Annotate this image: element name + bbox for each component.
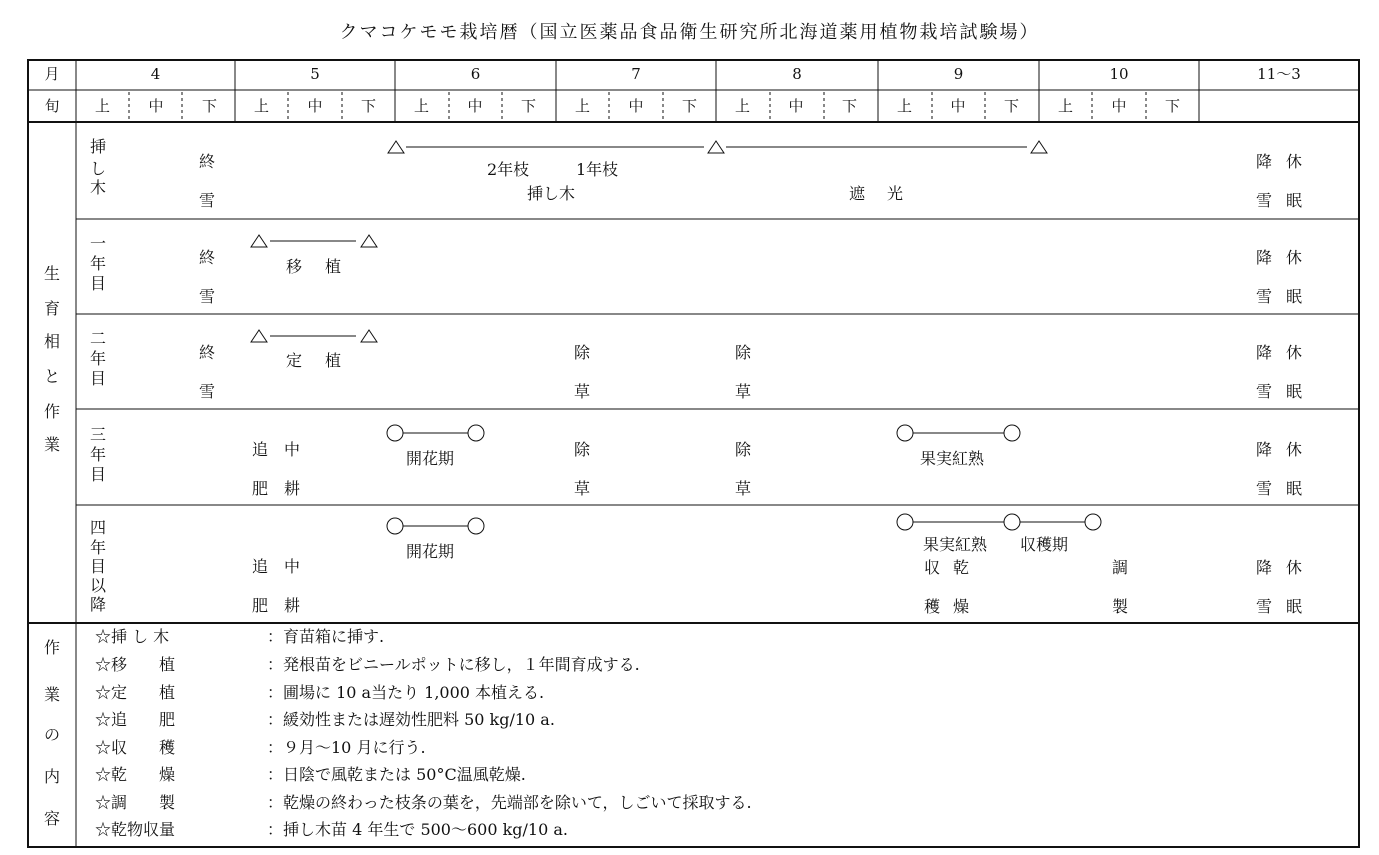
- month-label: 10: [1109, 65, 1129, 83]
- period-label: 中: [1111, 97, 1127, 115]
- flowering-label: 開花期: [406, 449, 455, 468]
- snowfall-label: 降: [1256, 558, 1273, 577]
- dormant-label: 眠: [1286, 597, 1303, 616]
- side-label: 作: [44, 638, 61, 657]
- tillage-label: 中: [284, 440, 301, 459]
- drying-label: 燥: [953, 597, 970, 616]
- snowfall-label: 雪: [1256, 479, 1273, 498]
- snowfall-label: 雪: [1256, 597, 1273, 616]
- fertilize-label: 肥: [252, 479, 269, 498]
- row-label: 以: [90, 576, 107, 595]
- side-label: 作: [44, 402, 61, 421]
- work-note: [95, 685, 544, 701]
- ripening-label: 果実紅熟: [923, 535, 988, 554]
- month-label: 6: [470, 65, 481, 83]
- circle-marker: [897, 425, 913, 441]
- row-label: 目: [90, 465, 107, 484]
- circle-marker: [1085, 514, 1101, 530]
- snowfall-label: 雪: [1256, 191, 1273, 210]
- snowmelt-label: 雪: [199, 191, 216, 210]
- period-label: 中: [788, 97, 804, 115]
- row-label: 目: [90, 274, 107, 293]
- snowmelt-label: 雪: [199, 382, 216, 401]
- dormant-label: 眠: [1286, 287, 1303, 306]
- month-label: 7: [631, 65, 641, 83]
- period-label: 下: [1164, 97, 1180, 115]
- side-label: 生: [44, 264, 61, 283]
- row-label: 年: [90, 445, 107, 464]
- transplant-label: 植: [325, 257, 342, 276]
- snowfall-label: 降: [1256, 343, 1273, 362]
- period-label: 上: [1057, 97, 1073, 115]
- dormant-label: 休: [1286, 152, 1303, 171]
- weeding-label: 草: [735, 382, 752, 401]
- period-label: 上: [94, 97, 110, 115]
- row-label: 三: [90, 425, 107, 444]
- cutting-label: 挿し木: [527, 184, 576, 203]
- triangle-marker: [1031, 141, 1047, 153]
- month-label: 9: [953, 65, 964, 83]
- fertilize-label: 追: [252, 440, 269, 459]
- triangle-marker: [251, 235, 267, 247]
- period-label: 中: [628, 97, 644, 115]
- circle-marker: [468, 425, 484, 441]
- note-key: ☆追 肥: [95, 710, 176, 729]
- weeding-label: 除: [735, 440, 752, 459]
- period-label: 中: [467, 97, 483, 115]
- dormant-label: 休: [1286, 248, 1303, 267]
- shade-label: 光: [887, 184, 904, 203]
- triangle-marker: [388, 141, 404, 153]
- side-label: の: [44, 725, 61, 744]
- circle-marker: [387, 518, 403, 534]
- period-label: 下: [1003, 97, 1019, 115]
- period-label: 上: [896, 97, 912, 115]
- month-label: 11～3: [1257, 65, 1301, 83]
- planting-label: 定: [286, 351, 303, 370]
- row-label: 年: [90, 538, 107, 557]
- planting-label: 植: [325, 351, 342, 370]
- period-label: 上: [574, 97, 590, 115]
- preparation-label: 調: [1112, 558, 1129, 577]
- weeding-label: 草: [735, 479, 752, 498]
- dormant-label: 眠: [1286, 382, 1303, 401]
- circle-marker: [468, 518, 484, 534]
- weeding-label: 草: [574, 382, 591, 401]
- month-header-label: 月: [44, 65, 60, 83]
- triangle-marker: [361, 235, 377, 247]
- snowmelt-label: 終: [199, 152, 216, 171]
- shade-label: 遮: [849, 184, 866, 203]
- work-note: [95, 795, 752, 811]
- work-note: [95, 740, 426, 756]
- dormant-label: 休: [1286, 558, 1303, 577]
- note-text: ：圃場に 10 a当たり 1,000 本植える.: [267, 683, 545, 702]
- row-label: 目: [90, 369, 107, 388]
- snowfall-label: 雪: [1256, 382, 1273, 401]
- period-label: 上: [413, 97, 429, 115]
- row-label: 年: [90, 254, 107, 273]
- circle-marker: [387, 425, 403, 441]
- period-label: 上: [734, 97, 750, 115]
- side-label: と: [44, 367, 61, 386]
- note-text: ：発根苗をビニールポットに移し，１年間育成する.: [267, 655, 640, 674]
- harvest-period-label: 収穫期: [1020, 535, 1069, 554]
- row-label: 二: [90, 329, 107, 348]
- note-text: ：挿し木苗 4 年生で 500～600 kg/10 a.: [267, 820, 569, 839]
- drying-label: 乾: [953, 558, 970, 577]
- row-label: 四: [90, 518, 107, 537]
- row-label: 降: [90, 595, 107, 614]
- triangle-marker: [708, 141, 724, 153]
- harvest-label: 穫: [924, 597, 941, 616]
- month-label: 8: [792, 65, 802, 83]
- side-label: 業: [44, 685, 61, 704]
- note-key: ☆乾物収量: [95, 820, 176, 839]
- period-label: 下: [201, 97, 217, 115]
- snowfall-label: 雪: [1256, 287, 1273, 306]
- month-label: 4: [150, 65, 161, 83]
- weeding-label: 除: [735, 343, 752, 362]
- weeding-label: 除: [574, 440, 591, 459]
- note-key: ☆移 植: [95, 655, 176, 674]
- dormant-label: 眠: [1286, 191, 1303, 210]
- weeding-label: 草: [574, 479, 591, 498]
- preparation-label: 製: [1112, 597, 1129, 616]
- dormant-label: 眠: [1286, 479, 1303, 498]
- row-label: 目: [90, 557, 107, 576]
- branch1-label: 1年枝: [576, 160, 619, 179]
- period-label: 下: [520, 97, 536, 115]
- note-key: ☆挿 し 木: [95, 627, 170, 646]
- note-key: ☆定 植: [95, 683, 176, 702]
- snowmelt-label: 終: [199, 343, 216, 362]
- work-note: [95, 712, 555, 728]
- branch2-label: 2年枝: [487, 160, 530, 179]
- work-note: [95, 767, 526, 783]
- snowmelt-label: 終: [199, 248, 216, 267]
- period-label: 下: [681, 97, 697, 115]
- snowfall-label: 降: [1256, 440, 1273, 459]
- period-label: 下: [360, 97, 376, 115]
- harvest-label: 収: [924, 558, 941, 577]
- page-title: クマコケモモ栽培暦（国立医薬品食品衛生研究所北海道薬用植物栽培試験場）: [339, 22, 1040, 43]
- work-note: [95, 629, 384, 645]
- note-key: ☆収 穫: [95, 738, 176, 757]
- month-label: 5: [310, 65, 320, 83]
- note-text: ：９月～10 月に行う.: [267, 738, 426, 757]
- circle-marker: [1004, 514, 1020, 530]
- side-label: 内: [44, 767, 61, 786]
- tillage-label: 耕: [284, 596, 301, 615]
- snowfall-label: 降: [1256, 152, 1273, 171]
- side-label: 業: [44, 435, 61, 454]
- period-label: 中: [307, 97, 323, 115]
- row-label: 一: [90, 234, 107, 253]
- transplant-label: 移: [286, 257, 303, 276]
- dormant-label: 休: [1286, 440, 1303, 459]
- row-label: 挿: [90, 137, 107, 156]
- triangle-marker: [361, 330, 377, 342]
- snowmelt-label: 雪: [199, 287, 216, 306]
- triangle-marker: [251, 330, 267, 342]
- fertilize-label: 追: [252, 557, 269, 576]
- work-note: [95, 822, 568, 838]
- side-label: 容: [44, 809, 61, 828]
- row-label: し: [90, 159, 107, 178]
- row-label: 木: [90, 178, 107, 197]
- note-text: ：育苗箱に挿す.: [267, 627, 385, 646]
- note-key: ☆乾 燥: [95, 765, 176, 784]
- period-label: 下: [841, 97, 857, 115]
- row-label: 年: [90, 349, 107, 368]
- weeding-label: 除: [574, 343, 591, 362]
- period-label: 中: [148, 97, 164, 115]
- circle-marker: [1004, 425, 1020, 441]
- ripening-label: 果実紅熟: [920, 449, 985, 468]
- flowering-label: 開花期: [406, 542, 455, 561]
- tillage-label: 耕: [284, 479, 301, 498]
- note-text: ：乾燥の終わった枝条の葉を，先端部を除いて，しごいて採取する.: [267, 793, 752, 812]
- period-label: 中: [950, 97, 966, 115]
- note-text: ：緩効性または遅効性肥料 50 kg/10 a.: [267, 710, 555, 729]
- side-label: 育: [44, 299, 61, 318]
- snowfall-label: 降: [1256, 248, 1273, 267]
- fertilize-label: 肥: [252, 596, 269, 615]
- dormant-label: 休: [1286, 343, 1303, 362]
- side-label: 相: [44, 332, 61, 351]
- tillage-label: 中: [284, 557, 301, 576]
- circle-marker: [897, 514, 913, 530]
- note-key: ☆調 製: [95, 793, 176, 812]
- period-header-label: 旬: [44, 97, 60, 115]
- work-note: [95, 657, 640, 673]
- period-label: 上: [253, 97, 269, 115]
- note-text: ：日陰で風乾または 50°C温風乾燥.: [267, 765, 526, 784]
